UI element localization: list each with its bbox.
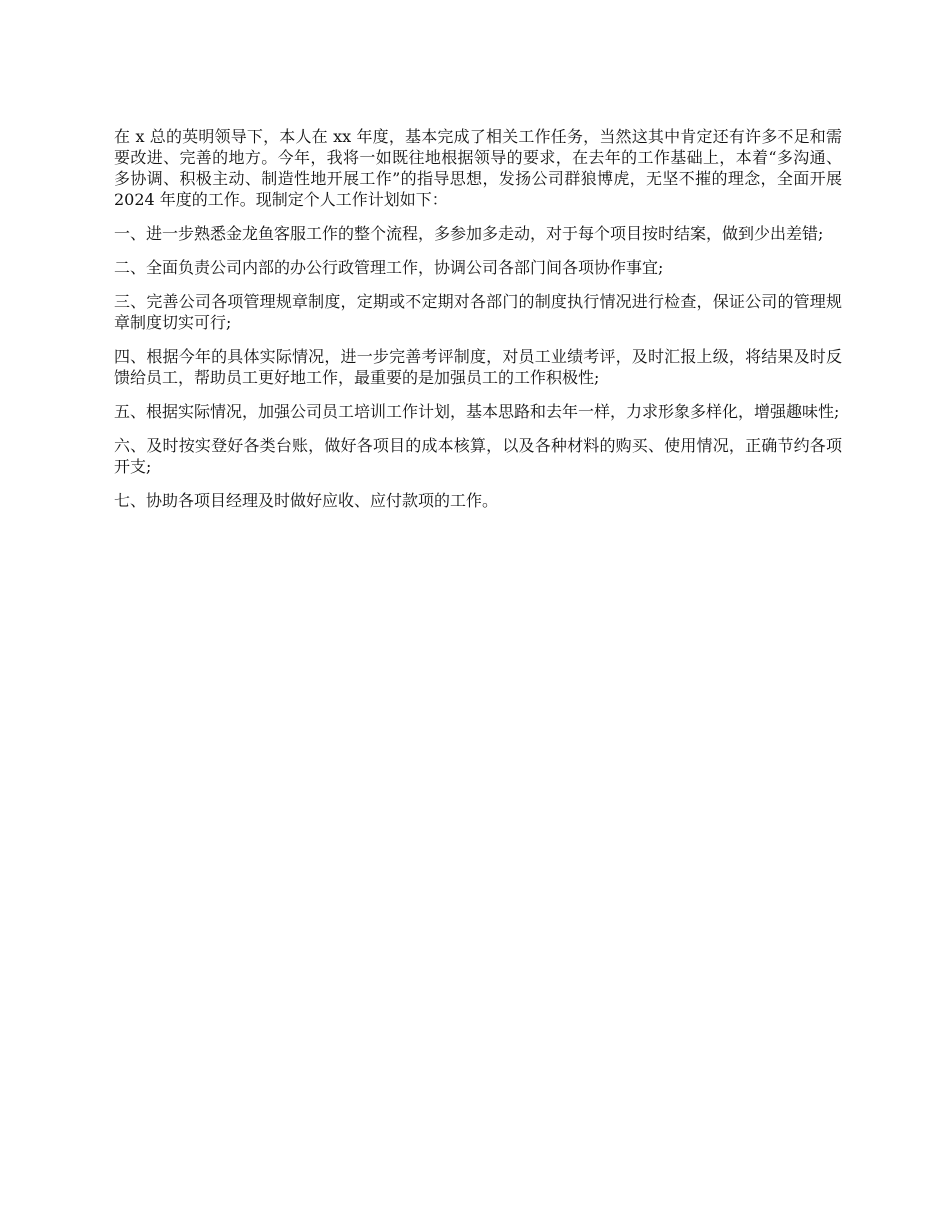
intro-paragraph: 在 x 总的英明领导下，本人在 xx 年度，基本完成了相关工作任务，当然这其中肯定还有许多不足和需要改进、完善的地方。今年，我将一如既往地根据领导的要求，在去年的工作基础上，本着“多沟通、多协调、积极主动、制造性地开展工作”的指导思想，发扬公司群狼博虎，无坚不摧的理念，全面开展 2024 年度的工作。现制定个人工作计划如下： bbox=[114, 127, 842, 209]
document-body bbox=[114, 126, 842, 524]
plan-item-4: 四、根据今年的具体实际情况，进一步完善考评制度，对员工业绩考评，及时汇报上级，将结果及时反馈给员工，帮助员工更好地工作，最重要的是加强员工的工作积极性; bbox=[114, 347, 842, 387]
plan-item-7: 七、协助各项目经理及时做好应收、应付款项的工作。 bbox=[114, 491, 499, 510]
plan-item-2: 二、全面负责公司内部的办公行政管理工作，协调公司各部门间各项协作事宜; bbox=[114, 258, 664, 277]
plan-item-5: 五、根据实际情况，加强公司员工培训工作计划，基本思路和去年一样，力求形象多样化，增强趣味性; bbox=[114, 402, 840, 421]
plan-item-3: 三、完善公司各项管理规章制度，定期或不定期对各部门的制度执行情况进行检查，保证公司的管理规章制度切实可行; bbox=[114, 292, 842, 332]
plan-item-1: 一、进一步熟悉金龙鱼客服工作的整个流程，多参加多走动，对于每个项目按时结案，做到少出差错; bbox=[114, 224, 824, 243]
plan-item-6: 六、及时按实登好各类台账，做好各项目的成本核算，以及各种材料的购买、使用情况，正确节约各项开支; bbox=[114, 436, 842, 476]
